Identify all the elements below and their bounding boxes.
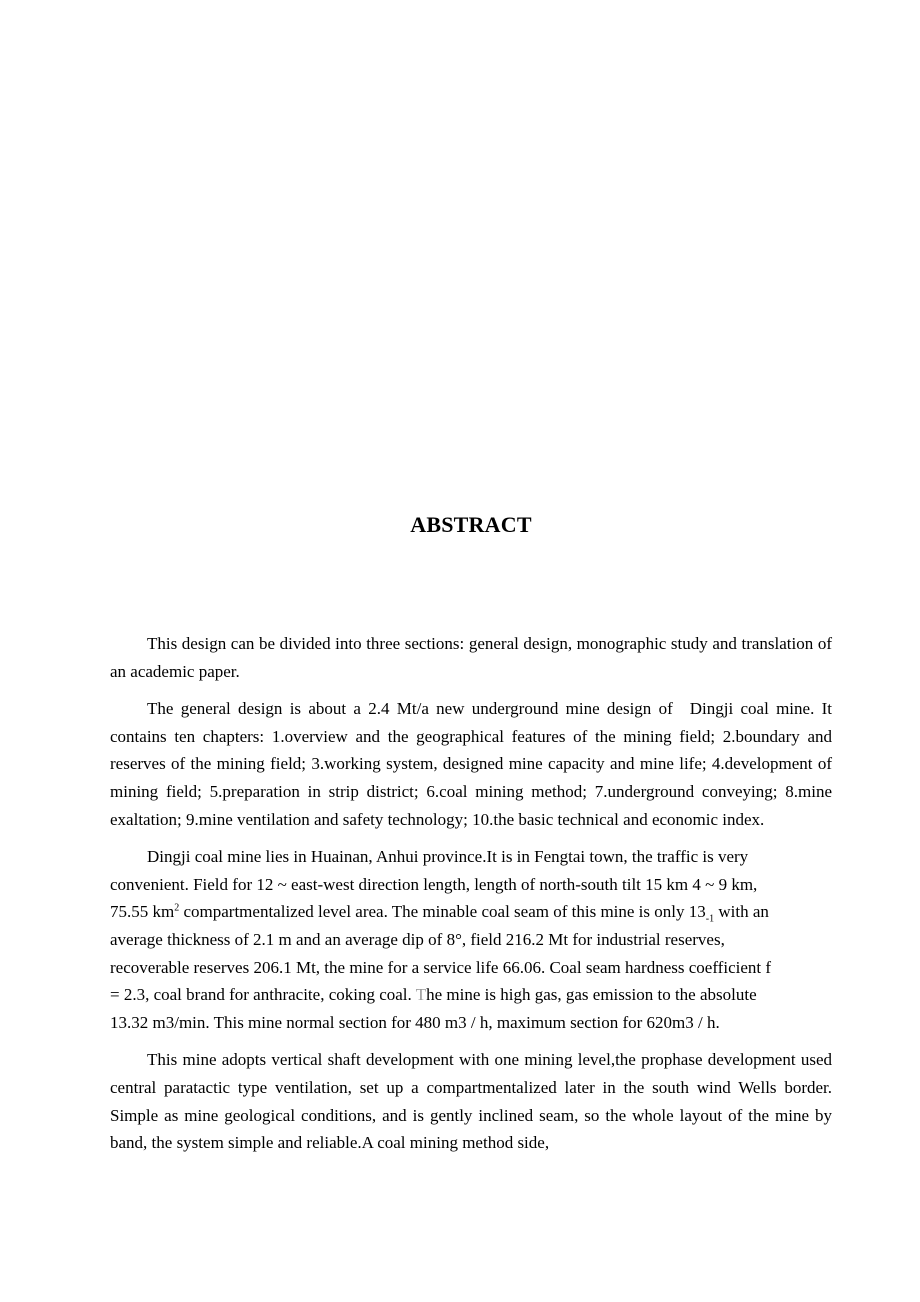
- mine-location-line: average thickness of 2.1 m and an average dip of 8°, field 216.2 Mt for industrial reserves,: [110, 929, 725, 949]
- mine-location-line: [110, 981, 832, 1009]
- area-unit-superscript: 2: [174, 902, 180, 914]
- area-text: compartmentalized level area. The minable coal seam of this mine is only 13: [179, 902, 706, 922]
- abstract-title: ABSTRACT: [410, 512, 532, 537]
- paragraph-development: This mine adopts vertical shaft development with one mining level,the prophase development used central paratactic type ventilation, set up a compartmentalized later in the south wind Wells border. Simple as mine geological conditions, and is gently inclined seam, so the whole layout of the mine by band, the system simple and reliable.A coal mining method side,: [110, 1050, 832, 1153]
- paragraph-mine-location: [110, 843, 832, 1036]
- mine-location-line: convenient. Field for 12 ~ east-west direction length, length of north-south tilt 15 km 4 ~ 9 km,: [110, 874, 758, 894]
- area-value: 75.55 km: [110, 902, 175, 922]
- seam-subscript: -1: [705, 913, 715, 925]
- gas-text: he mine is high gas, gas emission to the absolute: [426, 985, 757, 1005]
- seam-text: with an: [714, 902, 769, 922]
- mine-location-line: 13.32 m3/min. This mine normal section for 480 m3 / h, maximum section for 620m3 / h.: [110, 1012, 720, 1032]
- mine-location-line: [110, 898, 832, 926]
- coal-brand-text: = 2.3, coal brand for anthracite, coking coal.: [110, 985, 416, 1005]
- grey-letter: T: [415, 985, 427, 1005]
- mine-location-line: recoverable reserves 206.1 Mt, the mine for a service life 66.06. Coal seam hardness coefficient f: [110, 957, 772, 977]
- mine-location-line: Dingji coal mine lies in Huainan, Anhui province.It is in Fengtai town, the traffic is very: [147, 847, 749, 867]
- abstract-body: [110, 630, 832, 1167]
- paragraph-general-design: The general design is about a 2.4 Mt/a new underground mine design of Dingji coal mine. It contains ten chapters: 1.overview and the geographical features of the mining field; 2.boundary and reserves of the mining field; 3.working system, designed mine capacity and mine life; 4.development of mining field; 5.preparation in strip district; 6.coal mining method; 7.underground conveying; 8.mine exaltation; 9.mine ventilation and safety technology; 10.the basic technical and economic index.: [110, 699, 832, 829]
- paragraph-sections: This design can be divided into three sections: general design, monographic study and translation of an academic paper.: [110, 634, 832, 681]
